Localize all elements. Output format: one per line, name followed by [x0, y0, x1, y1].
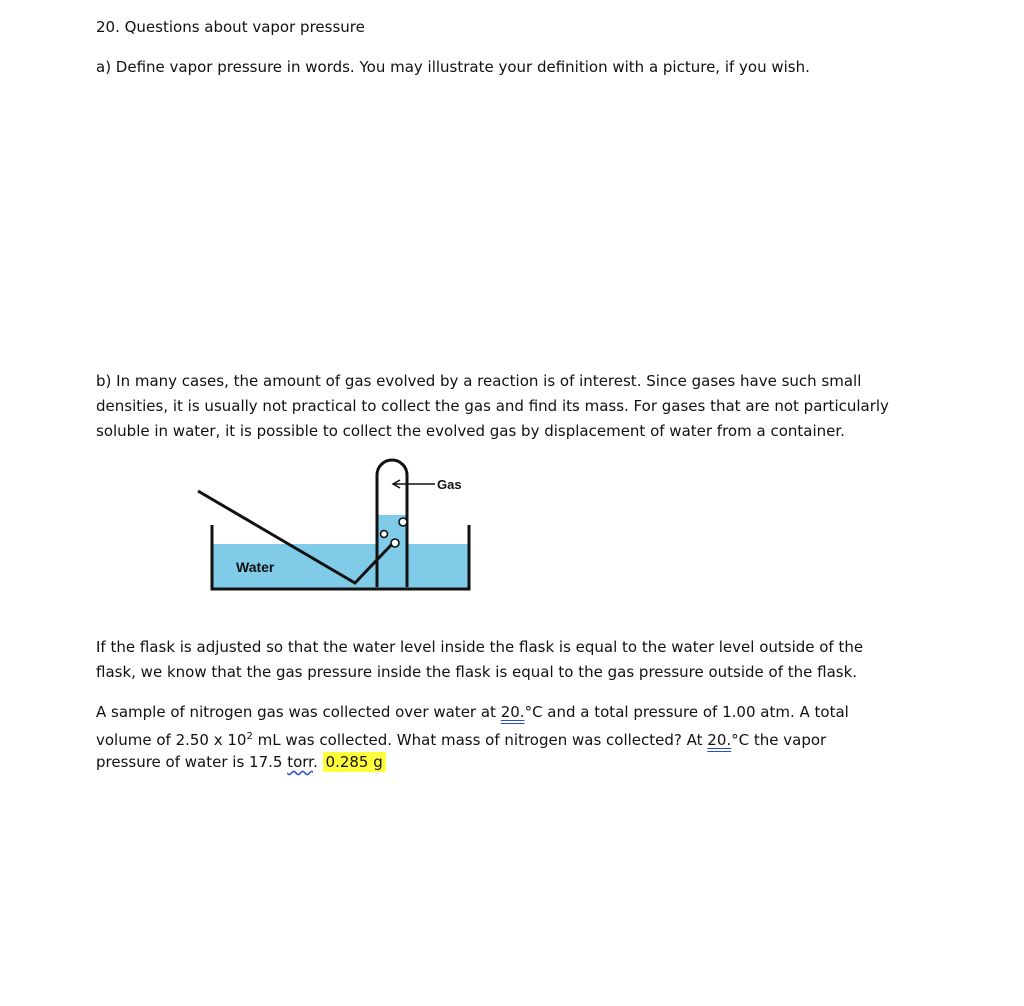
problem-line-3 — [96, 752, 386, 772]
temperature-value: 20. — [500, 703, 525, 721]
question-title: 20. Questions about vapor pressure — [96, 18, 365, 36]
problem-text: mL was collected. What mass of nitrogen was collected? At — [252, 731, 708, 749]
problem-text: . — [312, 753, 323, 771]
problem-line-2 — [96, 727, 826, 750]
gas-bubble — [399, 518, 407, 526]
part-b-line-3: soluble in water, it is possible to collect the evolved gas by displacement of water from a container. — [96, 422, 845, 440]
problem-text: °C the vapor — [731, 731, 827, 749]
problem-text: volume of 2.50 x 10 — [96, 731, 247, 749]
part-b-line-1: b) In many cases, the amount of gas evolved by a reaction is of interest. Since gases have such small — [96, 372, 862, 390]
gas-label: Gas — [437, 477, 462, 492]
gas-bubble — [391, 539, 399, 547]
problem-line-1 — [96, 702, 849, 722]
water-label: Water — [236, 559, 275, 575]
flask-paragraph-line-1: If the flask is adjusted so that the water level inside the flask is equal to the water level outside of the — [96, 638, 864, 656]
problem-text: A sample of nitrogen gas was collected over water at — [96, 703, 501, 721]
flask-paragraph-line-2: flask, we know that the gas pressure inside the flask is equal to the gas pressure outside of the flask. — [96, 663, 858, 681]
part-b-line-2: densities, it is usually not practical to collect the gas and find its mass. For gases that are not particularly — [96, 397, 889, 415]
problem-text: °C and a total pressure of 1.00 atm. A total — [524, 703, 849, 721]
exponent: 2 — [246, 731, 253, 742]
torr-unit: torr — [287, 753, 313, 771]
gas-bubble — [381, 531, 388, 538]
gas-collection-diagram — [190, 455, 480, 595]
part-a-prompt: a) Define vapor pressure in words. You may illustrate your definition with a picture, if you wish. — [96, 58, 810, 76]
problem-text: pressure of water is 17.5 — [96, 753, 288, 771]
answer-highlight: 0.285 g — [323, 752, 386, 772]
temperature-value: 20. — [707, 731, 732, 749]
